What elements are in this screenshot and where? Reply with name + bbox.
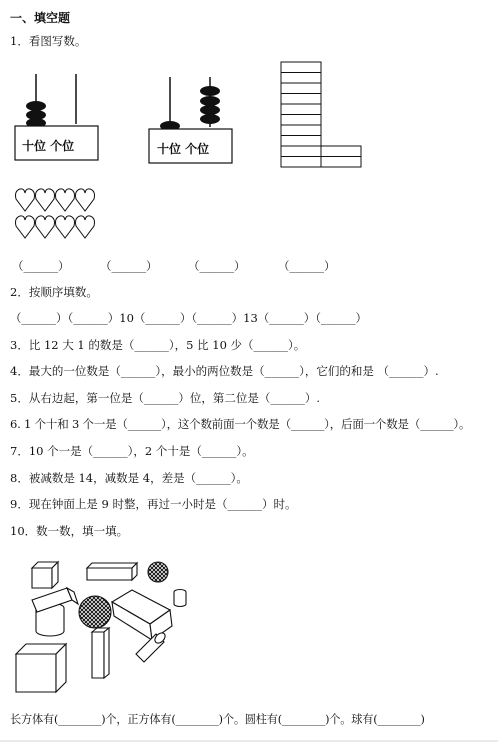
small-cube — [32, 568, 52, 588]
q6-text[interactable]: 6. 1 个十和 3 个一是（______），这个数前面一个数是（______），后面一个数是（______）。 — [10, 417, 471, 431]
cylinder-left — [36, 608, 64, 636]
q9-text[interactable]: 9．现在钟面上是 9 时整，再过一小时是（______）时。 — [10, 497, 297, 511]
heart-icon — [16, 216, 35, 238]
q8-text[interactable]: 8．被减数是 14，减数是 4，差是（______）。 — [10, 471, 248, 485]
q1-answer-3[interactable]: （______） — [188, 259, 246, 273]
q4-text[interactable]: 4．最大的一位数是（______），最小的两位数是（______），它们的和是 （______）. — [10, 364, 439, 378]
big-ball — [79, 596, 111, 628]
abacus-2-bead — [200, 105, 220, 115]
abacus-2-bead — [200, 86, 220, 96]
abacus-2-bead — [200, 114, 220, 124]
q1-answer-1[interactable]: （______） — [12, 259, 70, 273]
abacus-1-label: 十位 个位 — [22, 139, 75, 153]
abacus-1-bead — [26, 101, 46, 111]
q1-text: 1．看图写数。 — [10, 34, 87, 48]
hearts-illustration — [13, 186, 99, 244]
q10-text: 10．数一数，填一填。 — [10, 524, 129, 538]
small-cylinder — [174, 592, 186, 607]
section-title: 一、填空题 — [10, 11, 71, 25]
abacus-2-bead — [200, 96, 220, 106]
q2-text: 2．按顺序填数。 — [10, 285, 98, 299]
q1-answer-2[interactable]: （______） — [100, 259, 158, 273]
q5-text[interactable]: 5．从右边起，第一位是（______）位，第二位是（______）. — [10, 391, 320, 405]
heart-icon — [56, 189, 75, 211]
abacus-2-label: 十位 个位 — [157, 142, 210, 156]
solids-illustration — [12, 556, 202, 698]
ten-strips-illustration — [279, 60, 365, 170]
tall-cuboid — [92, 632, 104, 678]
q7-text[interactable]: 7．10 个一是（______），2 个十是（______）。 — [10, 444, 254, 458]
q1-answer-4[interactable]: （______） — [278, 259, 336, 273]
big-cube — [16, 654, 56, 692]
heart-icon — [76, 216, 95, 238]
heart-icon — [56, 216, 75, 238]
heart-icon — [36, 189, 55, 211]
heart-icon — [76, 189, 95, 211]
q3-text[interactable]: 3．比 12 大 1 的数是（______），5 比 10 少（______）。 — [10, 338, 306, 352]
heart-icon — [16, 189, 35, 211]
heart-icon — [36, 216, 55, 238]
flat-cuboid — [87, 568, 132, 580]
q2-sequence[interactable]: （______）（______）10（______）（______）13（______）（______） — [10, 311, 368, 325]
small-ball — [148, 562, 168, 582]
q10-answer-line[interactable]: 长方体有(________)个，正方体有(________)个。圆柱有(________)个。球有(________) — [10, 713, 425, 726]
